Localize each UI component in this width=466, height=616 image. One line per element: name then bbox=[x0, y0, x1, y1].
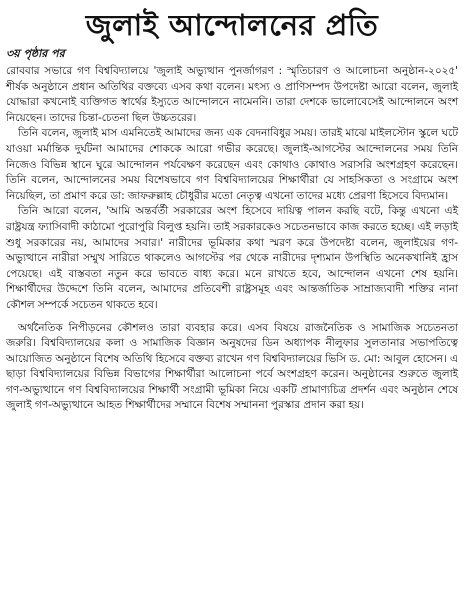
article-body bbox=[6, 64, 458, 414]
paragraph-3: তিনি আরো বলেন, 'আমি অন্তর্বর্তী সরকারের অংশ হিসেবে দায়িত্ব পালন করছি বটে, কিন্তু এখনো এই রাষ্ট্রযন্ত্র ফ্যাসিবাদী কাঠামো পুরোপুরি বিলুপ্ত হয়নি। তাই সরকারকেও সচেতনভাবে কাজ করতে হচ্ছে। এই লড়াই শুধু সরকারের নয়, আমাদের সবার।' নারীদের ভূমিকার কথা স্মরণ করে উপদেষ্টা বলেন, জুলাইয়ের গণ-অভ্যুত্থানে নারীরা সম্মুখ সারিতে থাকলেও আগস্টের পর থেকে নারীদের দৃশ্যমান উপস্থিতি অনেকখানিই হ্রাস পেয়েছে। এই বাস্তবতা নতুন করে ভাবতে বাধ্য করে। মনে রাখতে হবে, আন্দোলন এখনো শেষ হয়নি। শিক্ষার্থীদের উদ্দেশে তিনি বলেন, আমাদের প্রতিবেশী রাষ্ট্রসমূহ এবং আন্তর্জাতিক সাম্রাজ্যবাদী শক্তির নানা কৌশল সম্পর্কে সচেতন থাকতে হবে। bbox=[6, 205, 458, 311]
headline: জুলাই আন্দোলনের প্রতি bbox=[85, 8, 379, 42]
paragraph-1: রোববার সভারে গণ বিশ্ববিদ্যালয়ে 'জুলাই অভ্যুত্থান পুনর্জাগরণ : স্মৃতিচারণ ও আলোচনা অনুষ্ঠান-২০২৫' শীর্ষক অনুষ্ঠানে প্রধান অতিথির বক্তব্যে এসব কথা বলেন। মৎস্য ও প্রাণিসম্পদ উপদেষ্টা আরো বলেন, জুলাই যোদ্ধারা কখনোই ব্যক্তিগত স্বার্থের ইস্যুতে আন্দোলনে নামেননি। তারা দেশকে ভালোবেসেই আন্দোলনে অংশ নিয়েছেন। তাদের চিন্তা-চেতনা ছিল উচ্চতরের। bbox=[6, 65, 458, 124]
continuation-note: ৩য় পৃষ্ঠার পর bbox=[6, 47, 65, 60]
paragraph-4: অর্থনৈতিক নিপীড়নের কৌশলও তারা ব্যবহার করে। এসব বিষয়ে রাজনৈতিক ও সামাজিক সচেতনতা জরুরি। বিশ্ববিদ্যালয়ের কলা ও সামাজিক বিজ্ঞান অনুষদের ডিন অধ্যাপক নীলুফার সুলতানার সভাপতিত্বে আয়োজিত অনুষ্ঠানে বিশেষ অতিথি হিসেবে বক্তব্য রাখেন গণ বিশ্ববিদ্যালয়ের ভিসি ড. মো: আবুল হোসেন। এ ছাড়া বিশ্ববিদ্যালয়ের বিভিন্ন বিভাগের শিক্ষার্থীরা আলোচনা পর্বে অংশগ্রহণ করেন। অনুষ্ঠানের শুরুতে জুলাই গণ-অভ্যুত্থানে গণ বিশ্ববিদ্যালয়ের শিক্ষার্থী সংগ্রামী ভূমিকা নিয়ে একটি প্রামাণ্যচিত্র প্রদর্শন এবং অনুষ্ঠান শেষে জুলাই গণ-অভ্যুত্থানে আহত শিক্ষার্থীদের সম্মানে বিশেষ সম্মাননা পুরস্কার প্রদান করা হয়। bbox=[6, 321, 458, 412]
paragraph-2: তিনি বলেন, জুলাই মাস এমনিতেই আমাদের জন্য এক বেদনাবিধুর সময়। তারই মাঝে মাইলস্টোন স্কুলে ঘটে যাওয়া মর্মান্তিক দুর্ঘটনা আমাদের শোককে আরো গভীর করেছে। জুলাই-আগস্টের আন্দোলনের সময় তিনি নিজেও বিভিন্ন স্থানে ঘুরে আন্দোলন পর্যবেক্ষণ করেছেন এবং কোথাও কোথাও সরাসরি অংশগ্রহণ করেছেন। তিনি বলেন, আন্দোলনের সময় বিশেষভাবে গণ বিশ্ববিদ্যালয়ের শিক্ষার্থীরা যে সাহসিকতা ও সংগ্রামে অংশ নিয়েছিল, তা প্রমাণ করে ডা: জাফরুল্লাহ চৌধুরীর মতো নেতৃত্ব এখনো তাদের মধ্যে প্রেরণা হিসেবে বিদ্যমান। bbox=[6, 127, 458, 202]
